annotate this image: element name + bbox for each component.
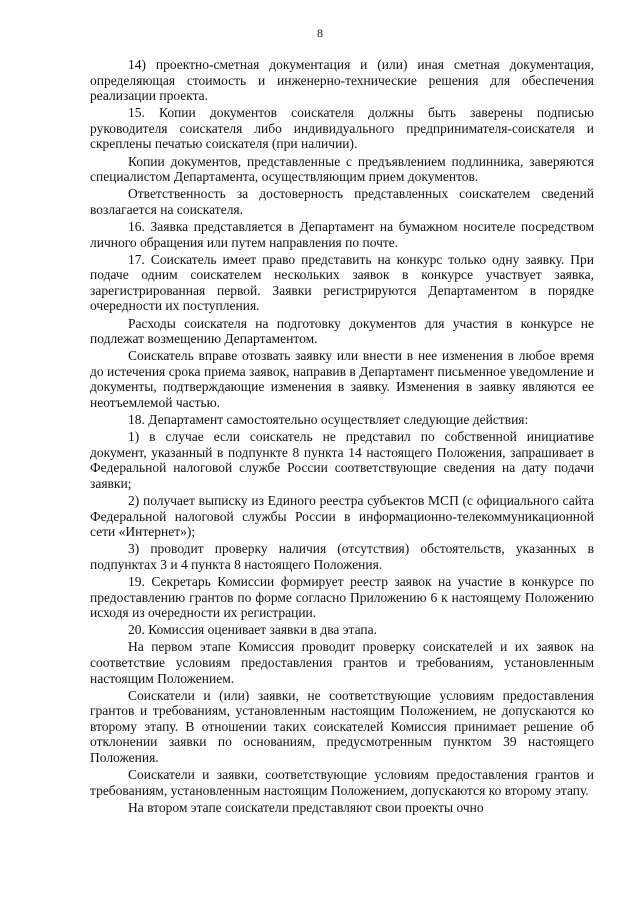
document-body <box>90 57 594 817</box>
paragraph: 19. Секретарь Комиссии формирует реестр заявок на участие в конкурсе по предоставлению грантов по форме согласно Приложению 6 к настоящему Положению исходя из очередности их регистрации. <box>90 574 594 621</box>
paragraph: 20. Комиссия оценивает заявки в два этапа. <box>128 622 378 638</box>
paragraph: Соискатели и заявки, соответствующие условиям предоставления грантов и требованиям, установленным настоящим Положением, допускаются ко второму этапу. <box>90 767 594 798</box>
page-number: 8 <box>317 26 323 40</box>
paragraph: Соискатель вправе отозвать заявку или внести в нее изменения в любое время до истечения срока приема заявок, направив в Департамент письменное уведомление и документы, подтверждающие изменения в заявку. Изменения в заявку являются ее неотъемлемой частью. <box>90 348 594 410</box>
list-item: 1) в случае если соискатель не представил по собственной инициативе документ, указанный в подпункте 8 пункта 14 настоящего Положения, запрашивает в Федеральной налоговой службе России соответствующие сведения на дату подачи заявки; <box>90 429 594 491</box>
paragraph: На первом этапе Комиссия проводит проверку соискателей и их заявок на соответствие условиям предоставления грантов и требованиям, установленным настоящим Положением. <box>90 639 594 686</box>
paragraph: Копии документов, представленные с предъявлением подлинника, заверяются специалистом Департамента, осуществляющим прием документов. <box>90 153 594 185</box>
paragraph: Ответственность за достоверность представленных соискателем сведений возлагается на соискателя. <box>90 186 594 217</box>
paragraph: 18. Департамент самостоятельно осуществляет следующие действия: <box>128 412 529 428</box>
paragraph: 14) проектно-сметная документация и (или) иная сметная документация, определяющая стоимость и инженерно-технические решения для обеспечения реализации проекта. <box>90 57 594 104</box>
paragraph: Расходы соискателя на подготовку документов для участия в конкурсе не подлежат возмещению Департаментом. <box>90 315 594 347</box>
paragraph: На втором этапе соискатели представляют свои проекты очно <box>128 799 484 815</box>
paragraph: 16. Заявка представляется в Департамент на бумажном носителе посредством личного обращения или путем направления по почте. <box>90 218 594 250</box>
paragraph: Соискатели и (или) заявки, не соответствующие условиям предоставления грантов и требованиям, установленным настоящим Положением, не допускаются ко второму этапу. В отношении таких соискателей Комиссия принимает решение об отклонении заявки по основаниям, предусмотренным пунктом 39 настоящего Положения. <box>90 687 594 766</box>
list-item: 3) проводит проверку наличия (отсутствия) обстоятельств, указанных в подпунктах 3 и 4 пункта 8 настоящего Положения. <box>90 541 594 572</box>
list-item: 2) получает выписку из Единого реестра субъектов МСП (с официального сайта Федеральной налоговой службы России в информационно-телекоммуникационной сети «Интернет»); <box>90 493 594 540</box>
paragraph: 15. Копии документов соискателя должны быть заверены подписью руководителя соискателя либо индивидуального предпринимателя-соискателя и скреплены печатью соискателя (при наличии). <box>90 105 594 152</box>
paragraph: 17. Соискатель имеет право представить на конкурс только одну заявку. При подаче одним соискателем нескольких заявок в конкурсе участвует заявка, зарегистрированная первой. Заявки регистрируются Департаментом в порядке очередности их поступления. <box>90 251 594 314</box>
